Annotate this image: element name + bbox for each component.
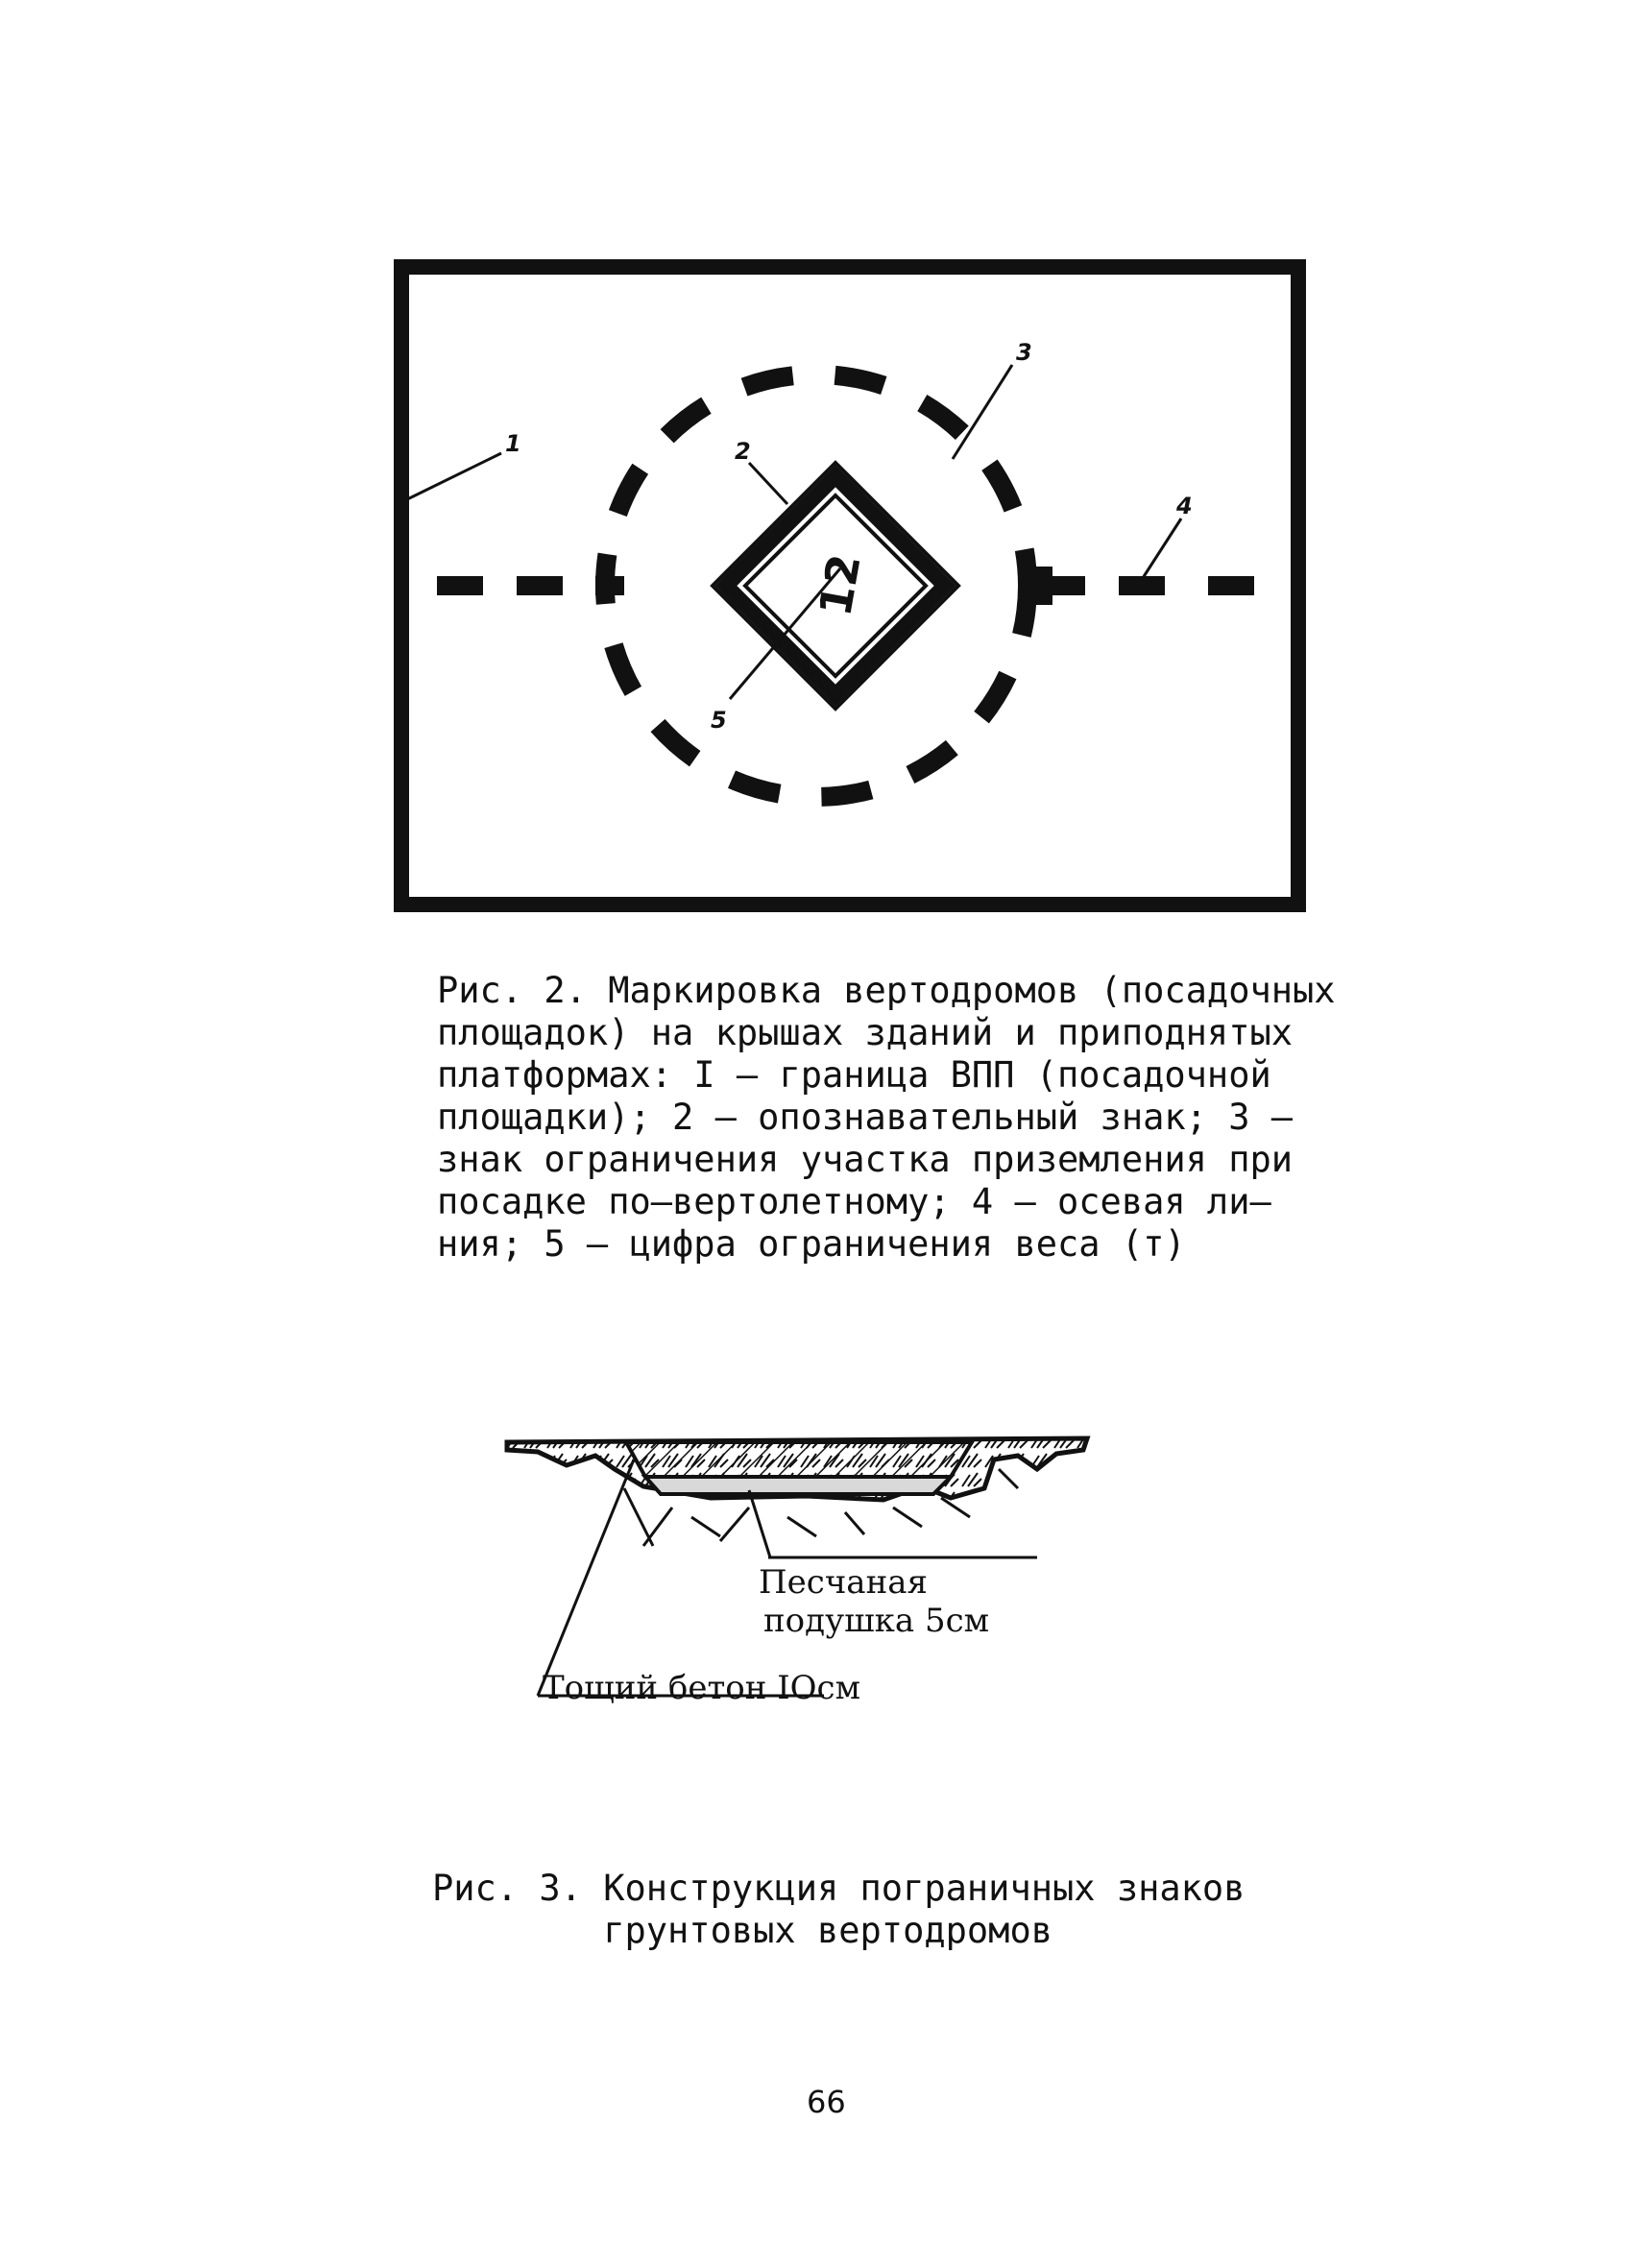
caption-line: Рис. 2. Маркировка вертодромов (посадочных xyxy=(437,970,1336,1011)
caption-line: площадок) на крышах зданий и приподнятых xyxy=(437,1012,1294,1053)
caption-line: ния; 5 – цифра ограничения веса (т) xyxy=(437,1223,1186,1265)
callout-2: 2 xyxy=(735,438,751,465)
callout-5: 5 xyxy=(711,707,727,734)
label-sand-cushion-line2: подушка 5см xyxy=(763,1602,990,1640)
label-lean-concrete: Тощий бетон IOсм xyxy=(543,1669,861,1707)
weight-limit-number: 12 xyxy=(809,550,871,620)
caption-line: Рис. 3. Конструкция пограничных знаков xyxy=(432,1868,1246,1909)
callout-1: 1 xyxy=(505,430,521,457)
callout-3: 3 xyxy=(1016,339,1032,366)
figure-2-caption xyxy=(437,970,1336,1266)
label-sand-cushion-line1: Песчаная xyxy=(759,1563,928,1602)
callout-4: 4 xyxy=(1176,493,1193,519)
concrete-slab xyxy=(626,1442,972,1477)
leader-concrete xyxy=(538,1460,634,1696)
caption-line: знак ограничения участка приземления при xyxy=(437,1139,1294,1180)
caption-line: грунтовых вертодромов xyxy=(432,1910,1053,1951)
page-number: 66 xyxy=(807,2084,846,2120)
sand-cushion xyxy=(645,1477,951,1494)
figure-3-caption xyxy=(432,1868,1245,1952)
leader-sand xyxy=(749,1490,770,1557)
figure-2-helipad-marking xyxy=(394,259,1306,912)
caption-line: посадке по–вертолетному; 4 – осевая ли– xyxy=(437,1181,1271,1222)
caption-line: платформах: I – граница ВПП (посадочной xyxy=(437,1054,1271,1096)
caption-line: площадки); 2 – опознавательный знак; 3 – xyxy=(437,1097,1294,1138)
